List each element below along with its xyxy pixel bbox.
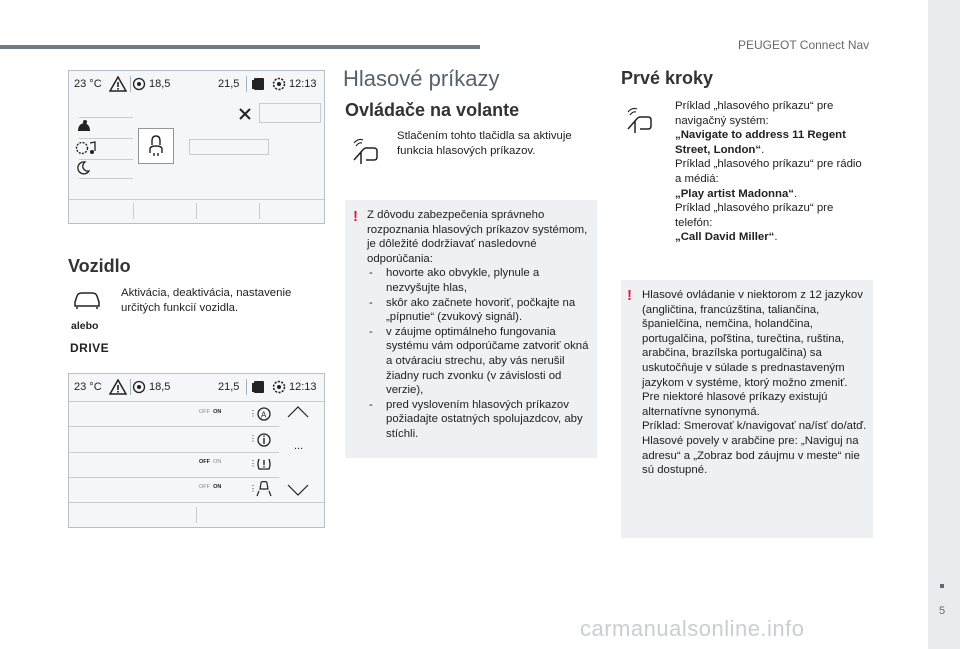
header-title: PEUGEOT Connect Nav [738,38,870,52]
lane-assist-icon[interactable] [256,481,272,497]
vehicle-title: Vozidlo [68,256,131,276]
night-mode-icon[interactable] [76,161,90,175]
voice-commands-title: Hlasové príkazy [343,66,500,91]
selected-tile[interactable] [138,128,174,164]
list-item: - v záujme optimálneho fungovania systému vám odporúčame zatvoriť okná a otváraciu strechu, aby vás nerušil žiadny ruch zvonku (v závislosti od verzie), [367,325,593,398]
warning-exclamation-icon: ! [627,287,632,304]
warning-icon [109,379,127,395]
note2-paragraph: Hlasové ovládanie v niektorom z 12 jazykov (angličtina, francúzština, taliančina, španielčina, nemčina, holandčina, portugalčina, poľština, turečtina, ruština, arabčina, brazílska portugalčina) sa uskutočňuje v súlade s prednastaveným jazykom v systéme, ktorý možno zmeniť. [642,289,863,389]
steering-description: Stlačením tohto tlačidla sa aktivuje funkcia hlasových príkazov. [397,130,572,157]
page-marker [940,584,944,588]
warning-exclamation-icon: ! [353,208,358,225]
toggle-row-3[interactable]: OFF ON [199,459,222,465]
settings-icon [271,76,287,92]
voice-command-button-icon [626,107,656,135]
tyre-warning-icon[interactable] [256,456,272,472]
phone-icon [251,77,265,91]
voice-command-button-icon [352,138,382,166]
ellipsis-icon[interactable]: ... [294,440,304,452]
warning-icon [109,76,127,92]
phone-example: „Call David Miller“ [675,231,775,244]
list-item: - skôr ako začnete hovoriť, počkajte na „pípnutie“ (zvukový signál). [367,296,593,325]
header-rule [0,45,480,49]
list-item: - hovorte ako obvykle, plynule a nezvyšujte hlas, [367,266,593,295]
close-icon[interactable] [239,108,251,120]
vehicle-car-icon [72,288,102,310]
settings-music-icon[interactable] [75,140,97,156]
vehicle-settings-icon[interactable] [75,119,93,135]
voice-recommendations-note [345,200,597,458]
steering-controls-title: Ovládače na volante [345,100,520,120]
languages-note [621,280,873,538]
note2-paragraph: Hlasové povely v arabčine pre: „Naviguj na adresu“ a „Zobraz bod záujmu v meste“ nie sú dostupné. [642,434,860,477]
toggle-row-1[interactable]: OFF ON [199,409,222,415]
location-icon [132,380,146,394]
note1-list [367,266,593,441]
right-temp-text: 21,5 [218,78,240,90]
drive-label: DRIVE [70,341,110,355]
location-icon [132,77,146,91]
status-bar [69,71,324,97]
more-dots[interactable]: ⋮ [249,434,257,443]
more-dots[interactable]: ⋮ [249,484,257,493]
auto-lights-icon[interactable] [256,406,272,422]
nav-intro: Príklad „hlasového príkazu“ pre navigačný systém: [675,100,834,127]
chevron-up-icon[interactable] [287,406,309,418]
left-temp-text: 18,5 [149,381,171,393]
first-steps-title: Prvé kroky [621,68,714,88]
vehicle-description: Aktivácia, deaktivácia, nastavenie určitých funkcií vozidla. [121,287,292,314]
phone-intro: Príklad „hlasového príkazu“ pre telefón: [675,202,834,229]
page-edge-strip [928,0,960,649]
watermark: carmanualsonline.info [580,616,805,641]
toggle-row-4[interactable]: OFF ON [199,484,222,490]
note2-paragraph: Pre niektoré hlasové príkazy existujú alternatívne synonymá. [642,391,828,418]
right-temp-text: 21,5 [218,381,240,393]
settings-icon [271,379,287,395]
screen-vehicle-functions [68,373,325,528]
phone-icon [251,380,265,394]
note1-intro: Z dôvodu zabezpečenia správneho rozpoznania hlasových príkazov systémom, je dôležité dodržiavať nasledovné odporúčania: [367,209,588,265]
radio-example: „Play artist Madonna“ [675,187,794,200]
note2-paragraph: Príklad: Smerovať k/navigovať na/ísť do/atď. [642,420,867,433]
chevron-down-icon[interactable] [287,484,309,496]
clock-text: 12:13 [289,78,317,90]
info-icon[interactable] [256,432,272,448]
status-bar [69,374,324,400]
nav-example: „Navigate to address 11 Regent Street, London“ [675,129,846,156]
temp-text: 23 °C [74,381,102,393]
list-item: - pred vyslovením hlasových príkazov požiadajte ostatných spolujazdcov, aby stíchli. [367,398,593,442]
first-steps-examples: Príklad „hlasového príkazu“ pre navigačný systém: „Navigate to address 11 Regent Street, London“. Príklad „hlasového príkazu“ pre rádio a médiá: „Play artist Madonna“. Príklad „hlasového príkazu“ pre telefón: „Call David Miller“. [675,99,870,245]
voice-agent-icon [146,135,166,157]
page-number: 5 [939,605,946,617]
radio-intro: Príklad „hlasového príkazu“ pre rádio a médiá: [675,158,862,185]
screen-vehicle-menu [68,70,325,224]
more-dots[interactable]: ⋮ [249,459,257,468]
more-dots[interactable]: ⋮ [249,409,257,418]
svg-text:A: A [261,410,267,420]
clock-text: 12:13 [289,381,317,393]
temp-text: 23 °C [74,78,102,90]
alebo-text: alebo [71,320,99,332]
left-temp-text: 18,5 [149,78,171,90]
